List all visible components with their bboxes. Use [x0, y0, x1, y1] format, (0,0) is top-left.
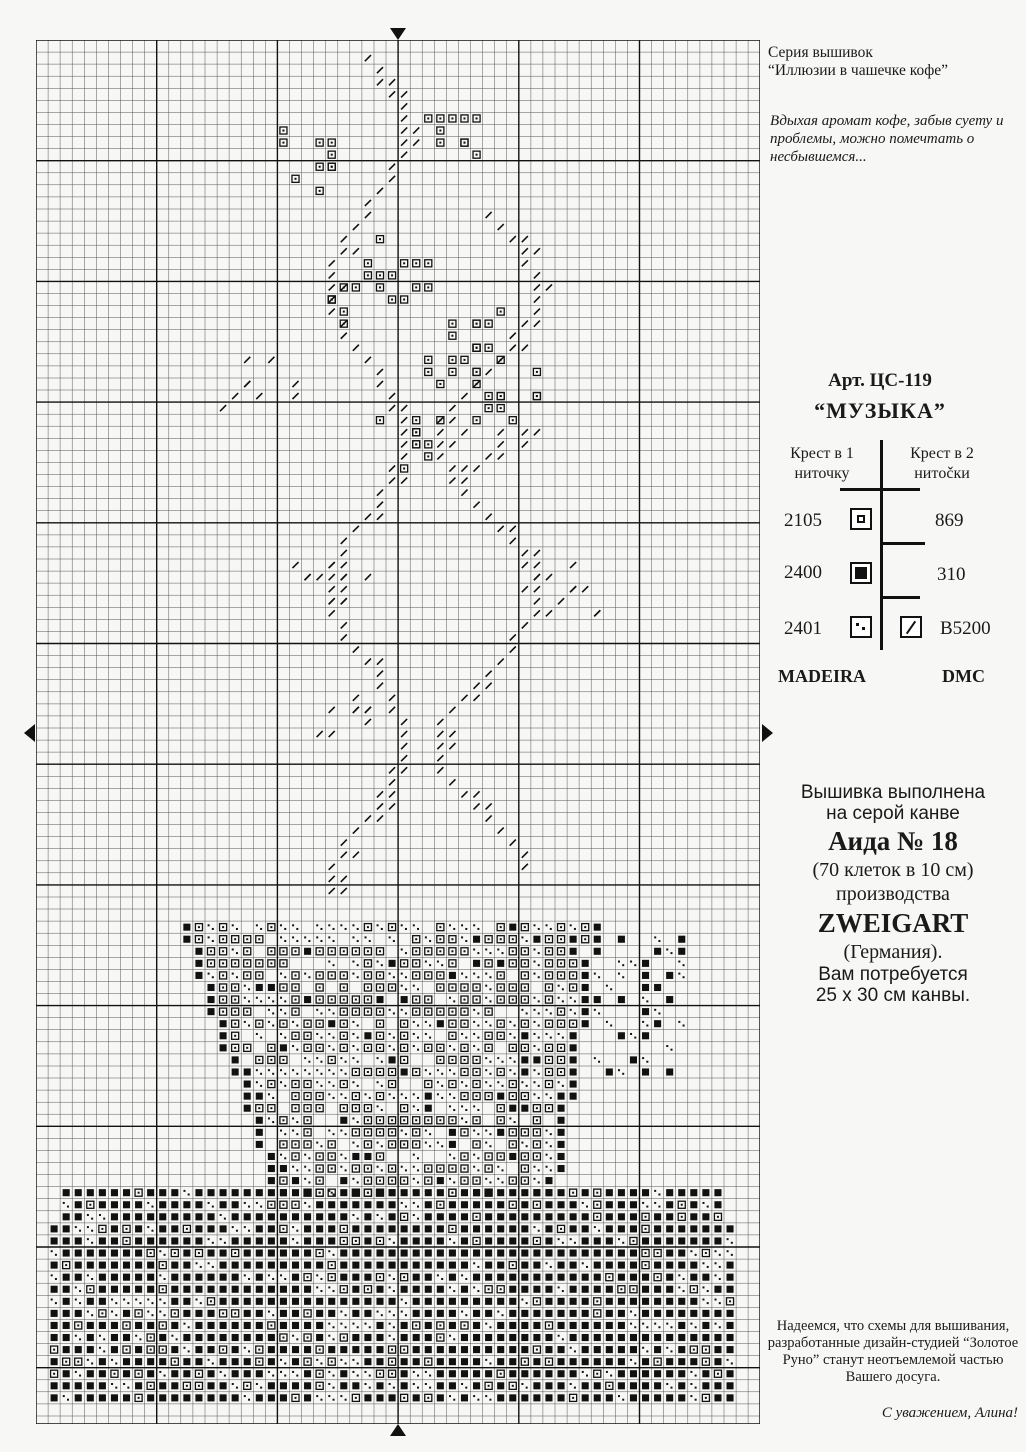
fabric-name: Аида № 18	[828, 826, 958, 856]
dmc-code: B5200	[940, 618, 991, 639]
color-legend	[770, 440, 1020, 700]
legend-divider	[880, 596, 920, 599]
brand-dmc: DMC	[942, 666, 985, 686]
series-title	[768, 44, 948, 80]
canvas-info	[770, 782, 1016, 1006]
center-marker-top-icon	[390, 28, 406, 40]
article-code: Арт. ЦС-119	[828, 370, 932, 391]
dmc-code: 869	[935, 510, 964, 531]
canvas-line: на серой канве	[826, 803, 960, 824]
signature: С уважением, Алина!	[881, 1405, 1018, 1421]
canvas-line: Вышивка выполнена	[800, 782, 986, 803]
legend-header-1-thread: Крест в 1 ниточку	[790, 445, 854, 482]
dots-icon	[850, 616, 872, 638]
canvas-line: производства	[836, 883, 950, 905]
center-marker-bottom-icon	[390, 1424, 406, 1436]
chart-grid	[36, 40, 760, 1424]
dmc-code: 310	[937, 564, 966, 585]
legend-header-2-threads: Крест в 2 нитočки	[910, 445, 974, 482]
closing-note: Надеемся, что схемы для вышивания, разработанные дизайн-студией “Золотое Руно” станут неотъемлемой частью Вашего досуга.	[767, 1318, 1019, 1385]
solid-square-icon	[850, 562, 872, 584]
madeira-code: 2400	[784, 562, 822, 583]
brand-madeira: MADEIRA	[778, 666, 866, 686]
madeira-code: 2401	[784, 618, 822, 639]
madeira-code: 2105	[784, 510, 822, 531]
canvas-size: 25 х 30 см канвы.	[815, 985, 971, 1006]
center-marker-left-icon	[24, 724, 35, 742]
center-marker-right-icon	[762, 724, 773, 742]
country: (Германия).	[843, 941, 943, 963]
series-line-2: “Иллюзии в чашечке кофе”	[768, 62, 948, 79]
cross-stitch-chart	[36, 40, 760, 1424]
legend-divider	[880, 440, 883, 650]
canvas-line: Вам потребуется	[818, 964, 968, 985]
legend-divider	[880, 542, 925, 545]
article-name: “МУЗЫКА”	[814, 398, 946, 423]
legend-divider	[840, 488, 920, 491]
series-line-1: Серия вышивок	[768, 44, 873, 61]
slash-icon	[900, 616, 922, 638]
tagline: Вдыхая аромат кофе, забыв суету и проблемы, можно помечтать о несбывшемся...	[770, 113, 1004, 165]
manufacturer: ZWEIGART	[817, 908, 969, 938]
dot-box-icon	[850, 508, 872, 530]
fabric-density: (70 клеток в 10 см)	[812, 859, 974, 881]
